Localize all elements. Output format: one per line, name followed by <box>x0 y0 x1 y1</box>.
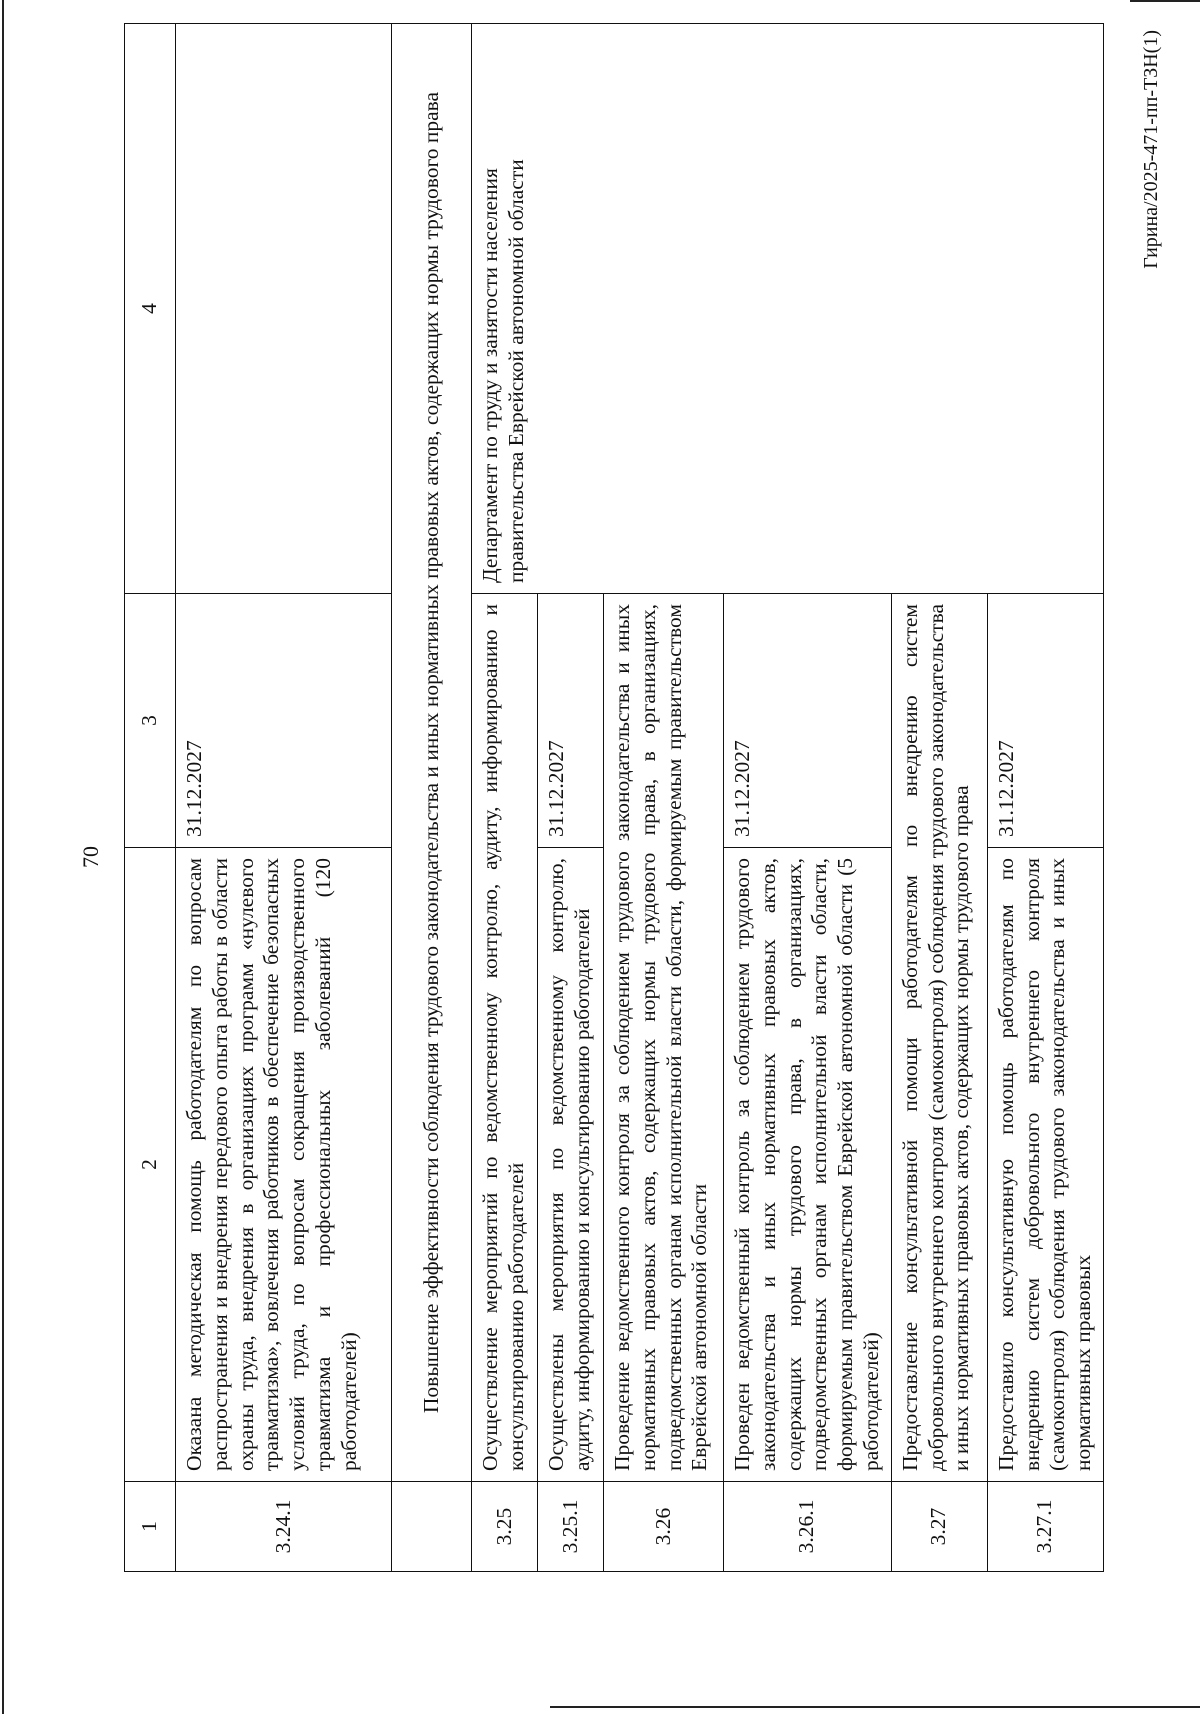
row-number: 3.26 <box>604 1482 724 1572</box>
header-col-3: 3 <box>125 594 176 848</box>
row-date: 31.12.2027 <box>538 594 604 848</box>
section-row <box>392 24 472 1572</box>
row-text: Оказана методическая помощь работодателям по вопросам распространения и внедрения передового опыта работы в области охраны труда, внедрения в организациях программ «нулевого травматизма», вовлечения работников в обеспечение безопасных условий труда, по вопросам сокращения производственного травматизма и профессиональных заболеваний (120 работодателей) <box>176 848 392 1482</box>
row-text: Осуществлены мероприятия по ведомственному контролю, аудиту, информированию и консультированию работодателей <box>538 848 604 1482</box>
row-number: 3.27.1 <box>987 1482 1103 1572</box>
row-number: 3.24.1 <box>176 1482 392 1572</box>
table-row <box>176 24 392 1572</box>
row-number: 3.25 <box>472 1482 538 1572</box>
row-text: Проведение ведомственного контроля за соблюдением трудового законодательства и иных нормативных правовых актов, содержащих нормы трудового права, в организациях, подведомственных органам исполнительной власти области, формируемым правительством Еврейской автономной области <box>604 594 724 1482</box>
row-text: Предоставление консультативной помощи работодателям по внедрению систем добровольного внутреннего контроля (самоконтроля) соблюдения трудового законодательства и иных нормативных правовых актов, содержащих нормы трудового права <box>891 594 987 1482</box>
header-col-2: 2 <box>125 848 176 1482</box>
row-number: 3.26.1 <box>724 1482 892 1572</box>
document-table <box>124 23 1104 1572</box>
section-number <box>392 1482 472 1572</box>
row-responsible <box>176 24 392 594</box>
scan-edge-line <box>1130 0 1200 2</box>
row-text: Проведен ведомственный контроль за соблюдением трудового законодательства и иных нормативных правовых актов, содержащих нормы трудового права, в организациях, подведомственных органам исполнительной власти области, формируемым правительством Еврейской автономной области (5 работодателей) <box>724 848 892 1482</box>
row-responsible: Департамент по труду и занятости населения правительства Еврейской автономной области <box>472 24 1104 594</box>
row-date: 31.12.2027 <box>724 594 892 848</box>
table-header-row <box>125 24 176 1572</box>
section-title: Повышение эффективности соблюдения трудового законодательства и иных нормативных правовых актов, содержащих нормы трудового права <box>392 24 472 1482</box>
row-number: 3.27 <box>891 1482 987 1572</box>
row-text: Предоставило консультативную помощь работодателям по внедрению систем добровольного внутреннего контроля (самоконтроля) соблюдения трудового законодательства и иных нормативных правовых <box>987 848 1103 1482</box>
page-number: 70 <box>78 846 103 868</box>
scan-edge-line <box>2 0 4 1714</box>
row-date: 31.12.2027 <box>987 594 1103 848</box>
header-col-4: 4 <box>125 24 176 594</box>
row-number: 3.25.1 <box>538 1482 604 1572</box>
row-text: Осуществление мероприятий по ведомственному контролю, аудиту, информированию и консультированию работодателей <box>472 594 538 1482</box>
scan-edge-line <box>550 1706 1200 1708</box>
document-code: Гирина/2025-471-пп-ТЗН(1) <box>1140 30 1162 269</box>
header-col-1: 1 <box>125 1482 176 1572</box>
row-date: 31.12.2027 <box>176 594 392 848</box>
table-row <box>472 24 538 1572</box>
